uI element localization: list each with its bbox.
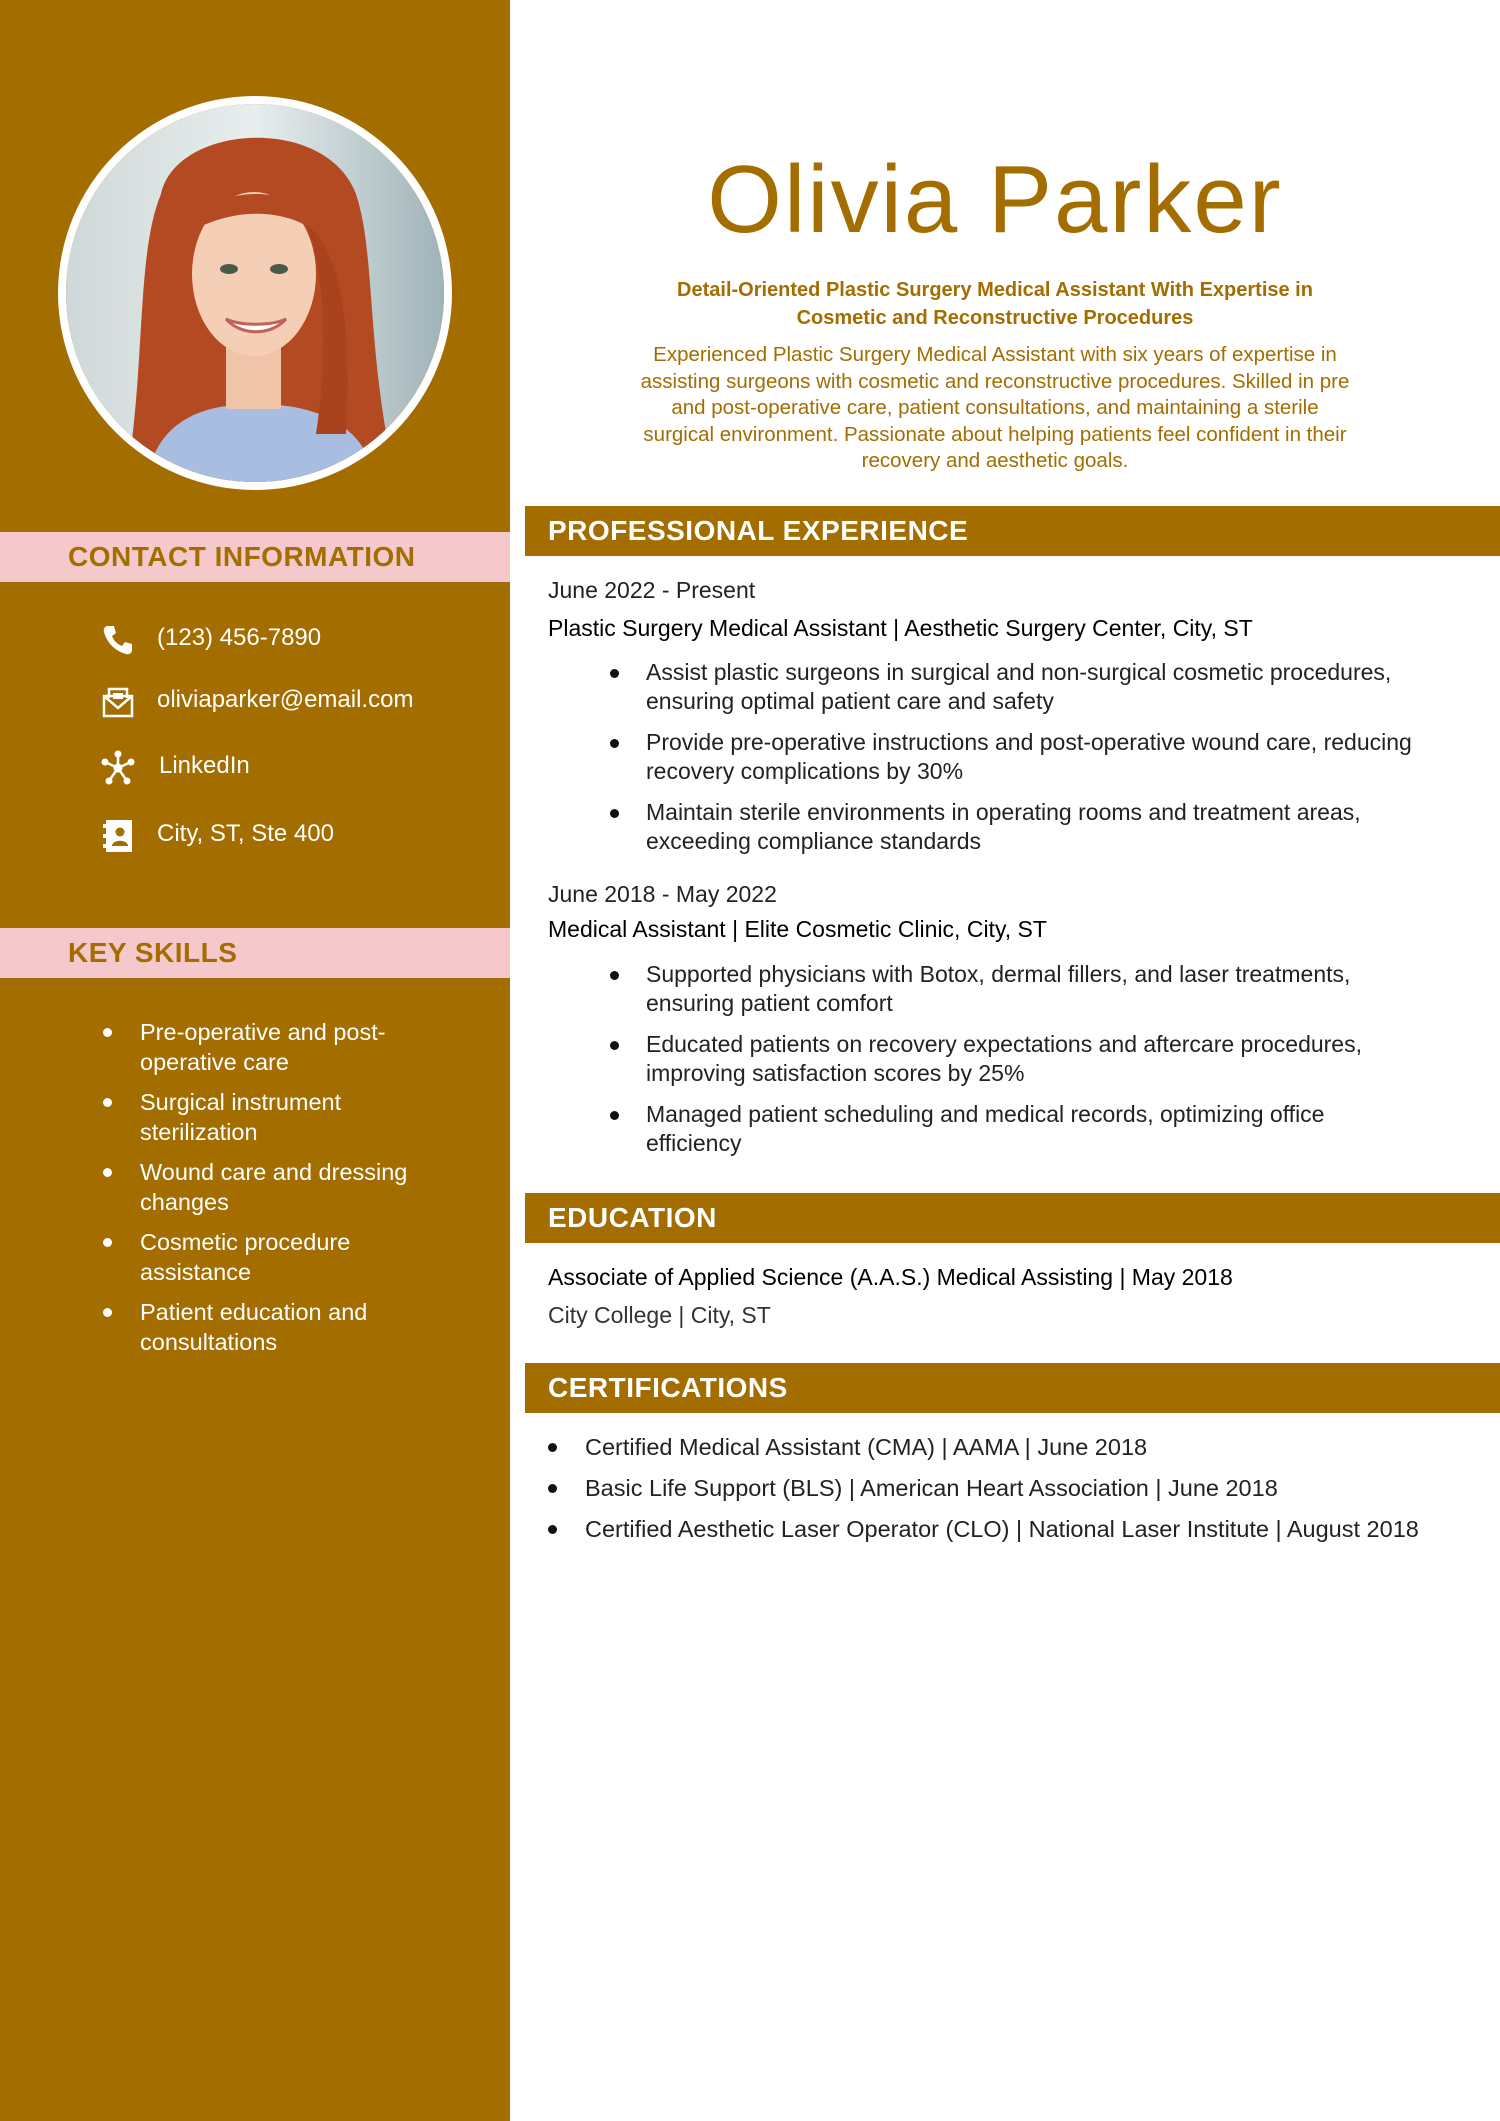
phone-icon xyxy=(100,622,136,658)
phone-text[interactable]: (123) 456-7890 xyxy=(157,624,322,651)
job-bullet: Educated patients on recovery expectations and aftercare procedures, improving satisfaction scores by 25% xyxy=(608,1030,1488,1088)
job-bullet: Assist plastic surgeons in surgical and non-surgical cosmetic procedures, ensuring optimal patient care and safety xyxy=(608,658,1488,716)
profile-photo xyxy=(66,104,444,482)
bullet-icon xyxy=(103,1238,112,1247)
bullet-icon xyxy=(610,1041,619,1050)
education-school: City College | City, ST xyxy=(548,1302,771,1328)
job-bullet: Supported physicians with Botox, dermal fillers, and laser treatments, ensuring patient comfort xyxy=(608,960,1488,1018)
bullet-icon xyxy=(610,669,619,678)
contact-heading: CONTACT INFORMATION xyxy=(68,541,416,572)
linkedin-link[interactable]: LinkedIn xyxy=(159,752,250,779)
certification-item: Certified Aesthetic Laser Operator (CLO) | National Laser Institute | August 2018 xyxy=(548,1514,1488,1544)
skills-list xyxy=(100,1017,440,1367)
headline: Detail-Oriented Plastic Surgery Medical Assistant With Expertise in Cosmetic and Reconstructive Procedures xyxy=(677,279,1313,329)
contact-address xyxy=(100,814,490,854)
contact-heading-band xyxy=(0,532,510,582)
skills-heading: KEY SKILLS xyxy=(68,937,238,968)
bullet-icon xyxy=(610,739,619,748)
certification-item: Certified Medical Assistant (CMA) | AAMA | June 2018 xyxy=(548,1432,1488,1462)
bullet-icon xyxy=(610,971,619,980)
certification-item: Basic Life Support (BLS) | American Heart Association | June 2018 xyxy=(548,1473,1488,1503)
education-degree: Associate of Applied Science (A.A.S.) Medical Assisting | May 2018 xyxy=(548,1264,1233,1290)
address-icon xyxy=(100,818,136,854)
certifications-list xyxy=(548,1432,1488,1555)
email-icon xyxy=(100,684,136,720)
job-title: Medical Assistant | Elite Cosmetic Clinic, City, ST xyxy=(548,916,1047,942)
job-title: Plastic Surgery Medical Assistant | Aesthetic Surgery Center, City, ST xyxy=(548,615,1253,641)
skill-item: Patient education and consultations xyxy=(100,1297,440,1357)
skill-item: Cosmetic procedure assistance xyxy=(100,1227,440,1287)
profile-photo-image xyxy=(66,104,444,482)
contact-phone xyxy=(100,618,490,658)
skill-item: Pre-operative and post- operative care xyxy=(100,1017,440,1077)
bullet-icon xyxy=(610,1111,619,1120)
certifications-heading: CERTIFICATIONS xyxy=(548,1372,788,1403)
education-heading-band xyxy=(525,1193,1500,1243)
skill-item: Wound care and dressing changes xyxy=(100,1157,440,1217)
job-bullets xyxy=(608,960,1488,1170)
education-heading: EDUCATION xyxy=(548,1202,717,1233)
candidate-name: Olivia Parker xyxy=(707,146,1283,253)
summary: Experienced Plastic Surgery Medical Assistant with six years of expertise in assisting surgeons with cosmetic and reconstructive procedures. Skilled in pre and post-operative care, patient consultations, and maintaining a sterile surgical environment. Passionate about helping patients feel confident in their recovery and aesthetic goals. xyxy=(640,343,1350,472)
experience-heading-band xyxy=(525,506,1500,556)
email-text[interactable]: oliviaparker@email.com xyxy=(157,686,414,713)
job-date: June 2022 - Present xyxy=(548,577,756,603)
bullet-icon xyxy=(103,1308,112,1317)
job-bullet: Provide pre-operative instructions and post-operative wound care, reducing recovery complications by 30% xyxy=(608,728,1488,786)
bullet-icon xyxy=(548,1484,557,1493)
contact-email xyxy=(100,680,490,720)
sidebar xyxy=(0,0,510,2121)
bullet-icon xyxy=(548,1443,557,1452)
bullet-icon xyxy=(610,809,619,818)
bullet-icon xyxy=(548,1525,557,1534)
contact-linkedin xyxy=(100,746,490,786)
main-content xyxy=(525,0,1500,2121)
job-bullet: Managed patient scheduling and medical records, optimizing office efficiency xyxy=(608,1100,1488,1158)
certifications-heading-band xyxy=(525,1363,1500,1413)
bullet-icon xyxy=(103,1098,112,1107)
experience-heading: PROFESSIONAL EXPERIENCE xyxy=(548,515,969,546)
linkedin-icon xyxy=(100,750,136,786)
skill-item: Surgical instrument sterilization xyxy=(100,1087,440,1147)
job-bullet: Maintain sterile environments in operating rooms and treatment areas, exceeding compliance standards xyxy=(608,798,1488,856)
profile-photo-frame xyxy=(58,96,452,490)
job-bullets xyxy=(608,658,1488,868)
job-date: June 2018 - May 2022 xyxy=(548,881,777,907)
address-text: City, ST, Ste 400 xyxy=(157,820,334,847)
bullet-icon xyxy=(103,1028,112,1037)
bullet-icon xyxy=(103,1168,112,1177)
skills-heading-band xyxy=(0,928,510,978)
